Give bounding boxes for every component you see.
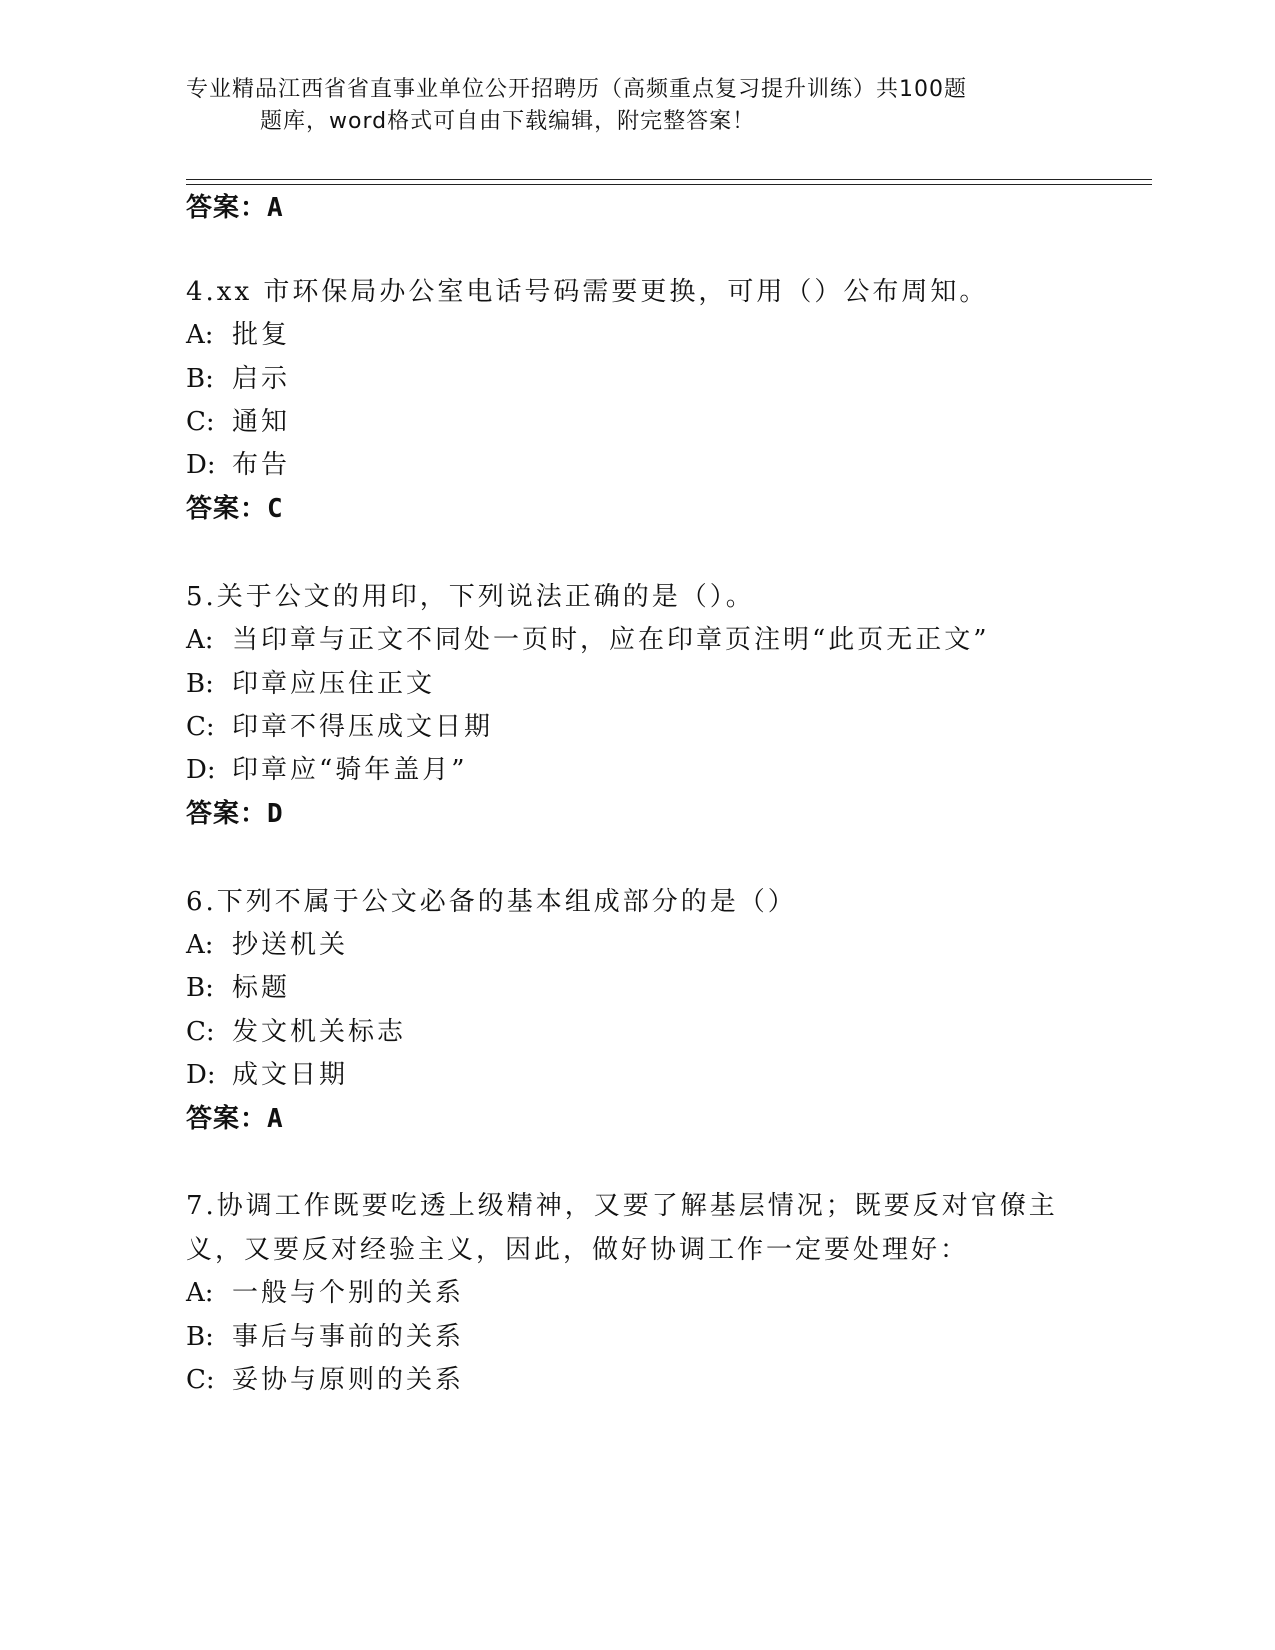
option-line <box>186 624 990 656</box>
option-line <box>186 449 290 481</box>
option-line <box>186 711 493 743</box>
option-letter: B: <box>186 364 214 394</box>
option-text: 批复 <box>232 320 291 350</box>
option-line <box>186 1277 464 1309</box>
option-line <box>186 754 468 786</box>
option-letter: B: <box>186 1322 214 1352</box>
option-text: 印章不得压成文日期 <box>232 712 494 742</box>
header-divider-bottom <box>186 184 1152 185</box>
option-line <box>186 363 290 395</box>
option-line <box>186 929 348 961</box>
answer-prefix: 答案： <box>186 193 268 223</box>
option-line <box>186 319 290 351</box>
option-text: 印章应压住正文 <box>232 669 436 699</box>
option-letter: B: <box>186 973 214 1003</box>
header-line-2: 题库，word格式可自由下载编辑，附完整答案！ <box>260 109 756 134</box>
option-text: 当印章与正文不同处一页时，应在印章页注明“此页无正文” <box>232 625 990 655</box>
answer-prefix: 答案： <box>186 1104 268 1134</box>
option-text: 妥协与原则的关系 <box>232 1365 465 1395</box>
option-letter: D: <box>186 755 216 785</box>
header-divider-top <box>186 179 1152 180</box>
answer-line <box>186 493 284 525</box>
option-text: 通知 <box>232 407 291 437</box>
option-letter: C: <box>186 1017 215 1047</box>
question-stem: 4.xx 市环保局办公室电话号码需要更换，可用（）公布周知。 <box>186 277 989 307</box>
option-letter: C: <box>186 1365 215 1395</box>
option-text: 标题 <box>232 973 291 1003</box>
question-stem-line-2: 义，又要反对经验主义，因此，做好协调工作一定要处理好： <box>186 1235 970 1265</box>
option-text: 抄送机关 <box>232 930 349 960</box>
option-text: 印章应“骑年盖月” <box>232 755 468 785</box>
answer-prefix: 答案： <box>186 799 268 829</box>
answer-line <box>186 798 284 830</box>
option-line <box>186 1016 406 1048</box>
page-header <box>186 74 1046 138</box>
option-line <box>186 1364 464 1396</box>
option-text: 启示 <box>232 364 291 394</box>
answer-line <box>186 1103 284 1135</box>
question-stem-line-1: 7.协调工作既要吃透上级精神，又要了解基层情况；既要反对官僚主 <box>186 1191 1058 1221</box>
option-text: 布告 <box>232 450 291 480</box>
answer-value: A <box>267 1104 284 1134</box>
option-line <box>186 406 290 438</box>
option-letter: C: <box>186 407 215 437</box>
option-text: 发文机关标志 <box>232 1017 407 1047</box>
option-line <box>186 972 290 1004</box>
option-letter: D: <box>186 1060 216 1090</box>
option-letter: B: <box>186 669 214 699</box>
option-letter: A: <box>186 1278 214 1308</box>
answer-value: C <box>267 494 284 524</box>
header-line-1: 专业精品江西省省直事业单位公开招聘历（高频重点复习提升训练）共100题 <box>186 77 967 102</box>
option-line <box>186 1321 464 1353</box>
answer-line <box>186 192 284 224</box>
option-line <box>186 668 435 700</box>
option-text: 事后与事前的关系 <box>232 1322 465 1352</box>
option-letter: A: <box>186 625 214 655</box>
option-text: 一般与个别的关系 <box>232 1278 465 1308</box>
option-line <box>186 1059 348 1091</box>
option-letter: C: <box>186 712 215 742</box>
question-stem: 5.关于公文的用印，下列说法正确的是（）。 <box>186 582 755 612</box>
answer-value: D <box>267 799 284 829</box>
answer-value: A <box>267 193 284 223</box>
option-letter: D: <box>186 450 216 480</box>
question-stem: 6.下列不属于公文必备的基本组成部分的是（） <box>186 887 797 917</box>
option-text: 成文日期 <box>232 1060 349 1090</box>
answer-prefix: 答案： <box>186 494 268 524</box>
option-letter: A: <box>186 320 214 350</box>
option-letter: A: <box>186 930 214 960</box>
